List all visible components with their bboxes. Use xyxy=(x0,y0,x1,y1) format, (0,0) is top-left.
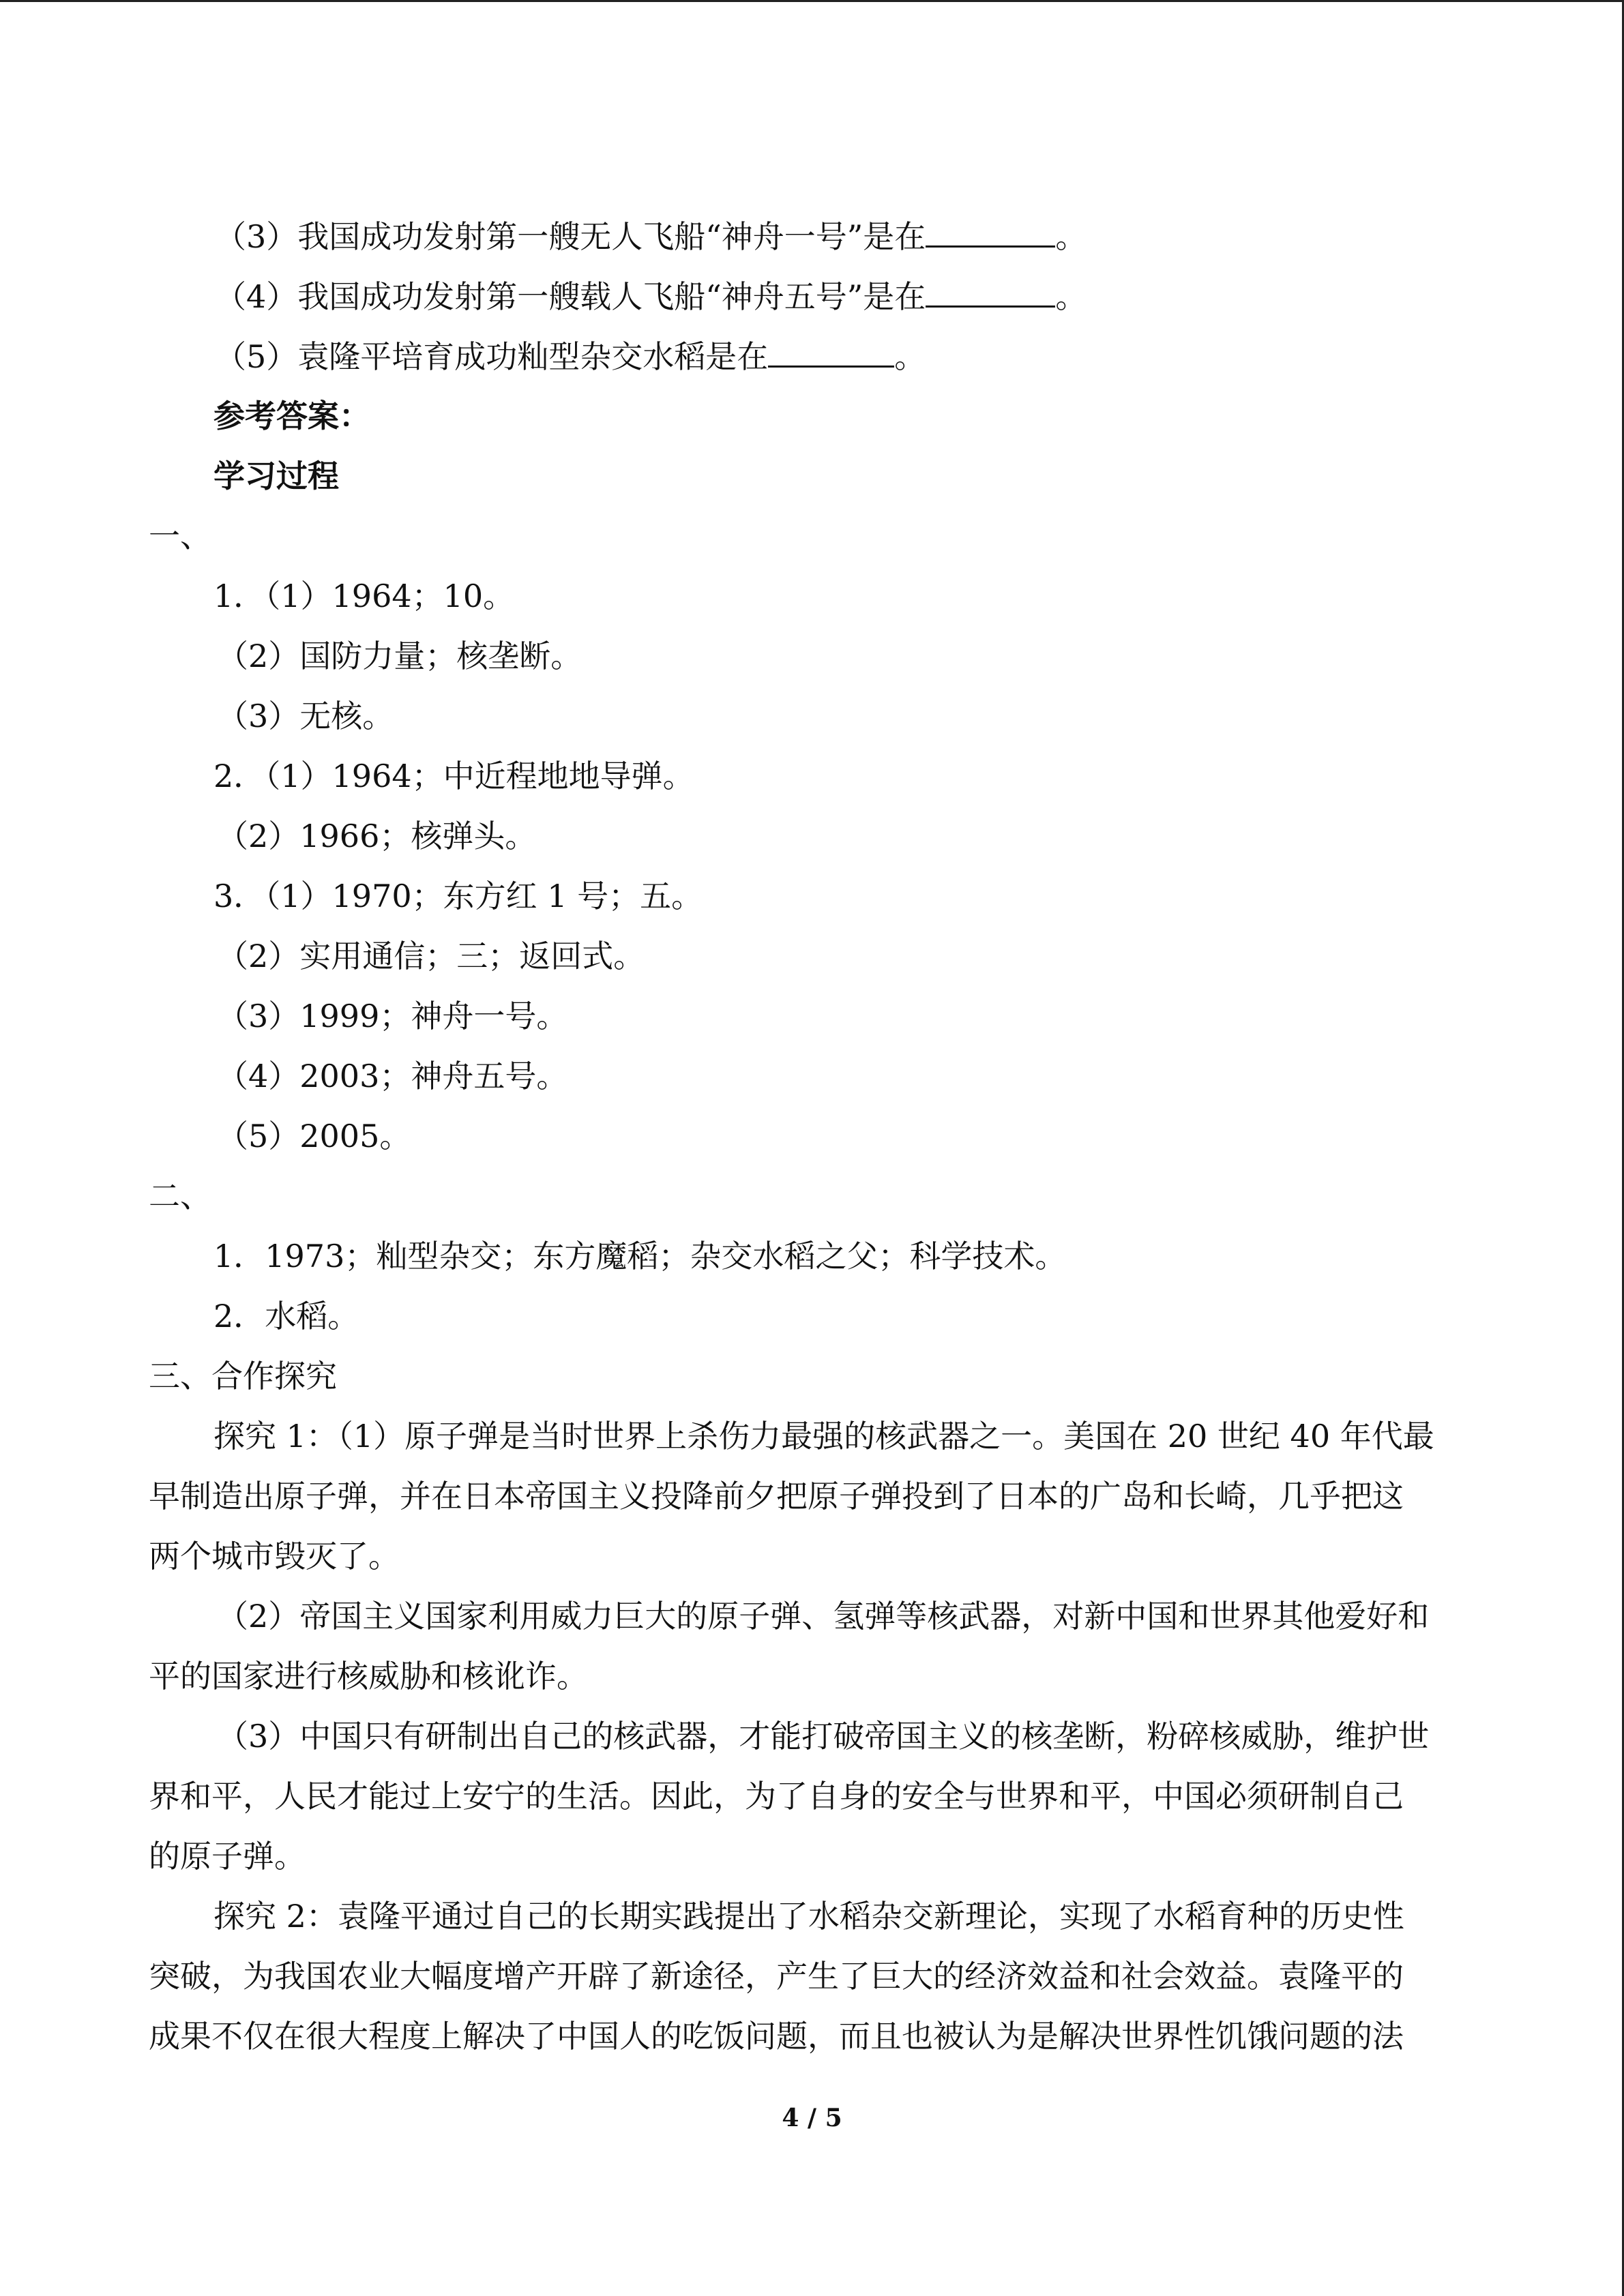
question-5: （5）袁隆平培育成功籼型杂交水稻是在 。 xyxy=(215,336,926,377)
explore-2-line: 突破，为我国农业大幅度增产开辟了新途径，产生了巨大的经济效益和社会效益。袁隆平的 xyxy=(149,1958,1404,1995)
answer-line: （3）无核。 xyxy=(217,698,394,734)
answer-blank xyxy=(926,215,1055,248)
answer-line: 3．（1）1970；东方红 1 号；五。 xyxy=(213,878,703,914)
answer-line: （2）国防力量；核垄断。 xyxy=(217,638,582,674)
explore-2-line: 探究 2：袁隆平通过自己的长期实践提出了水稻杂交新理论，实现了水稻育种的历史性 xyxy=(213,1898,1404,1935)
explore-1-line: （3）中国只有研制出自己的核武器，才能打破帝国主义的核垄断，粉碎核威胁，维护世 xyxy=(217,1718,1430,1755)
answers-heading: 参考答案： xyxy=(213,398,370,434)
answer-line: 2．水稻。 xyxy=(213,1298,359,1335)
question-4: （4）我国成功发射第一艘载人飞船“神舟五号”是在 。 xyxy=(215,275,1087,317)
answer-line: （2）1966；核弹头。 xyxy=(217,818,537,854)
explore-1-line: 平的国家进行核威胁和核讹诈。 xyxy=(149,1658,588,1695)
question-3: （3）我国成功发射第一艘无人飞船“神舟一号”是在 。 xyxy=(215,215,1087,257)
section-1-label: 一、 xyxy=(149,518,211,554)
explore-1-line: 界和平，人民才能过上安宁的生活。因此，为了自身的安全与世界和平，中国必须研制自己 xyxy=(149,1778,1404,1815)
answer-blank xyxy=(768,336,894,368)
answer-blank xyxy=(926,275,1055,308)
top-border xyxy=(0,0,1624,2)
explore-1-line: 两个城市毁灭了。 xyxy=(149,1538,400,1575)
answer-line: （3）1999；神舟一号。 xyxy=(217,998,568,1034)
answer-line: （5）2005。 xyxy=(217,1118,411,1154)
section-2-label: 二、 xyxy=(149,1178,211,1214)
explore-1-line: 早制造出原子弹，并在日本帝国主义投降前夕把原子弹投到了日本的广岛和长崎，几乎把这 xyxy=(149,1478,1404,1515)
explore-2-line: 成果不仅在很大程度上解决了中国人的吃饭问题，而且也被认为是解决世界性饥饿问题的法 xyxy=(149,2018,1404,2055)
explore-1-line: （2）帝国主义国家利用威力巨大的原子弹、氢弹等核武器，对新中国和世界其他爱好和 xyxy=(217,1598,1430,1635)
answer-line: 1．（1）1964；10。 xyxy=(213,578,515,614)
explore-1-line: 探究 1：（1）原子弹是当时世界上杀伤力最强的核武器之一。美国在 20 世纪 40 年代最 xyxy=(213,1418,1434,1455)
answer-line: 1．1973；籼型杂交；东方魔稻；杂交水稻之父；科学技术。 xyxy=(213,1238,1067,1274)
answer-line: 2．（1）1964；中近程地地导弹。 xyxy=(213,758,694,794)
answer-line: （4）2003；神舟五号。 xyxy=(217,1058,568,1094)
page-number: 4 / 5 xyxy=(782,2104,842,2132)
answer-line: （2）实用通信；三；返回式。 xyxy=(217,938,645,974)
section-3-label: 三、合作探究 xyxy=(149,1358,337,1395)
explore-1-line: 的原子弹。 xyxy=(149,1838,306,1875)
process-heading: 学习过程 xyxy=(213,458,339,494)
